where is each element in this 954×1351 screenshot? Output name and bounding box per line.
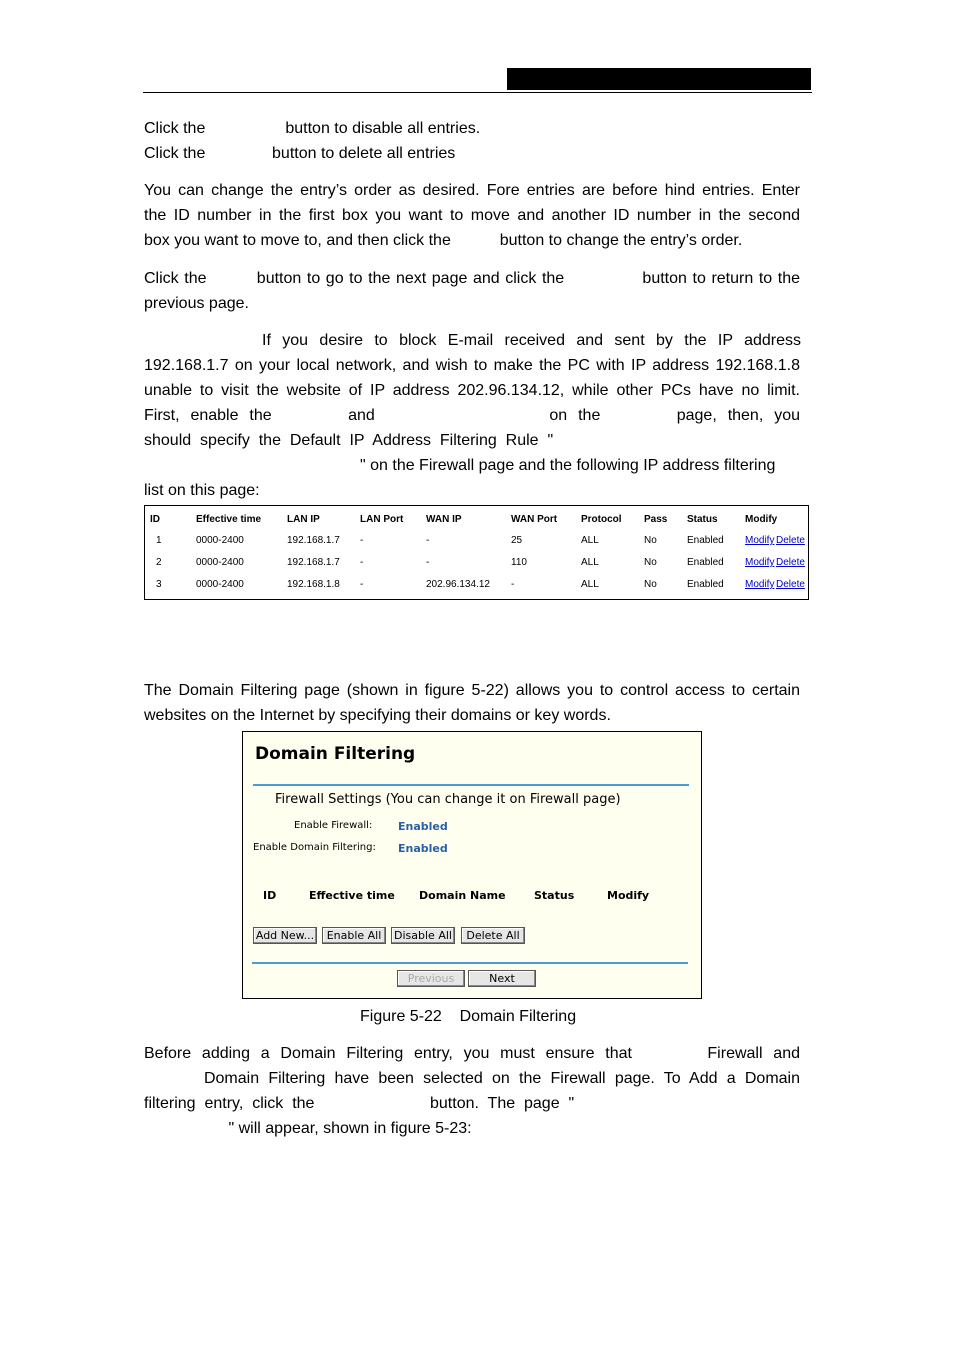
col-pass: Pass [644, 514, 668, 525]
col-protocol: Protocol [581, 514, 622, 525]
panel-rule-bottom [252, 962, 688, 964]
cell-lan-ip: 192.168.1.7 [287, 535, 340, 546]
paragraph-line: Domain Filtering have been selected on the Firewall page. To Add a Domain [144, 1070, 800, 1087]
firewall-settings-heading: Firewall Settings (You can change it on Firewall page) [275, 792, 621, 807]
paragraph-line: list on this page: [144, 482, 260, 499]
domain-filtering-panel [242, 731, 702, 999]
enable-firewall-label: Enable Firewall: [294, 820, 373, 831]
enable-domain-filtering-value: Enabled [398, 842, 448, 855]
delete-link[interactable]: Delete [776, 579, 805, 590]
col-lan-port: LAN Port [360, 514, 404, 525]
cell-lan-port: - [360, 535, 364, 546]
modify-link[interactable]: Modify [745, 557, 775, 568]
paragraph-line: " on the Firewall page and the following IP address filtering [360, 457, 776, 474]
col-status: Status [534, 889, 575, 902]
modify-link[interactable]: Modify [745, 535, 775, 546]
cell-time: 0000-2400 [196, 557, 244, 568]
paragraph-line: websites on the Internet by specifying their domains or key words. [144, 707, 611, 724]
col-wan-ip: WAN IP [426, 514, 462, 525]
delete-link[interactable]: Delete [776, 535, 805, 546]
col-id: ID [263, 889, 277, 902]
cell-time: 0000-2400 [196, 579, 244, 590]
paragraph-line: Click the button to go to the next page and click the button to return to the [144, 270, 800, 287]
cell-status: Enabled [687, 535, 724, 546]
cell-wan-port: 25 [511, 535, 523, 546]
panel-rule-top [253, 784, 689, 786]
paragraph-line: The Domain Filtering page (shown in figure 5-22) allows you to control access to certain [144, 682, 800, 699]
cell-id: 3 [156, 579, 162, 590]
delete-link[interactable]: Delete [776, 557, 805, 568]
cell-protocol: ALL [581, 557, 599, 568]
enable-all-button[interactable]: Enable All [322, 927, 386, 944]
col-lan-ip: LAN IP [287, 514, 320, 525]
col-status: Status [687, 514, 718, 525]
cell-pass: No [644, 557, 657, 568]
cell-protocol: ALL [581, 579, 599, 590]
modify-link[interactable]: Modify [745, 579, 775, 590]
cell-protocol: ALL [581, 535, 599, 546]
cell-lan-ip: 192.168.1.8 [287, 579, 340, 590]
cell-wan-ip: - [426, 557, 430, 568]
cell-status: Enabled [687, 579, 724, 590]
paragraph-line: filtering entry, click the button. The page " [144, 1095, 575, 1112]
cell-wan-ip: - [426, 535, 430, 546]
cell-lan-port: - [360, 557, 364, 568]
paragraph-line: should specify the Default IP Address Filtering Rule " [144, 432, 554, 449]
figure-caption: Figure 5-22 Domain Filtering [360, 1008, 577, 1025]
enable-domain-filtering-label: Enable Domain Filtering: [253, 842, 376, 853]
intro-line-disable: Click the button to disable all entries. [144, 120, 481, 137]
paragraph-line: unable to visit the website of IP address 202.96.134.12, while other PCs have no limit. [144, 382, 800, 399]
cell-lan-ip: 192.168.1.7 [287, 557, 340, 568]
paragraph-line: First, enable the and on the page, then, you [144, 407, 800, 424]
cell-id: 2 [156, 557, 162, 568]
next-button[interactable]: Next [468, 970, 536, 987]
col-id: ID [150, 514, 160, 525]
paragraph-line: Before adding a Domain Filtering entry, you must ensure that Firewall and [144, 1045, 800, 1062]
cell-pass: No [644, 535, 657, 546]
cell-wan-port: - [511, 579, 515, 590]
disable-all-button[interactable]: Disable All [391, 927, 455, 944]
paragraph-line: the ID number in the first box you want to move and another ID number in the second [144, 207, 800, 224]
header-bar [507, 68, 811, 90]
cell-pass: No [644, 579, 657, 590]
cell-wan-port: 110 [511, 557, 527, 568]
col-wan-port: WAN Port [511, 514, 558, 525]
paragraph-line: 192.168.1.7 on your local network, and wish to make the PC with IP address 192.168.1.8 [144, 357, 800, 374]
paragraph-line: You can change the entry’s order as desired. Fore entries are before hind entries. Enter [144, 182, 800, 199]
previous-button[interactable]: Previous [397, 970, 465, 987]
cell-time: 0000-2400 [196, 535, 244, 546]
paragraph-line: previous page. [144, 295, 249, 312]
enable-firewall-value: Enabled [398, 820, 448, 833]
col-effective-time: Effective time [309, 889, 395, 902]
cell-status: Enabled [687, 557, 724, 568]
paragraph-line: box you want to move to, and then click the button to change the entry’s order. [144, 232, 743, 249]
delete-all-button[interactable]: Delete All [461, 927, 525, 944]
cell-lan-port: - [360, 579, 364, 590]
col-modify: Modify [745, 514, 778, 525]
header-rule [143, 92, 812, 93]
ip-filter-table [144, 505, 809, 600]
panel-title: Domain Filtering [255, 744, 416, 764]
col-effective-time: Effective time [196, 514, 262, 525]
cell-id: 1 [156, 535, 162, 546]
paragraph-line: " will appear, shown in figure 5-23: [144, 1120, 472, 1137]
intro-line-delete: Click the button to delete all entries [144, 145, 456, 162]
paragraph-line: If you desire to block E-mail received and sent by the IP address [262, 332, 801, 349]
col-domain-name: Domain Name [419, 889, 506, 902]
add-new-button[interactable]: Add New... [253, 927, 317, 944]
col-modify: Modify [607, 889, 650, 902]
cell-wan-ip: 202.96.134.12 [426, 579, 490, 590]
